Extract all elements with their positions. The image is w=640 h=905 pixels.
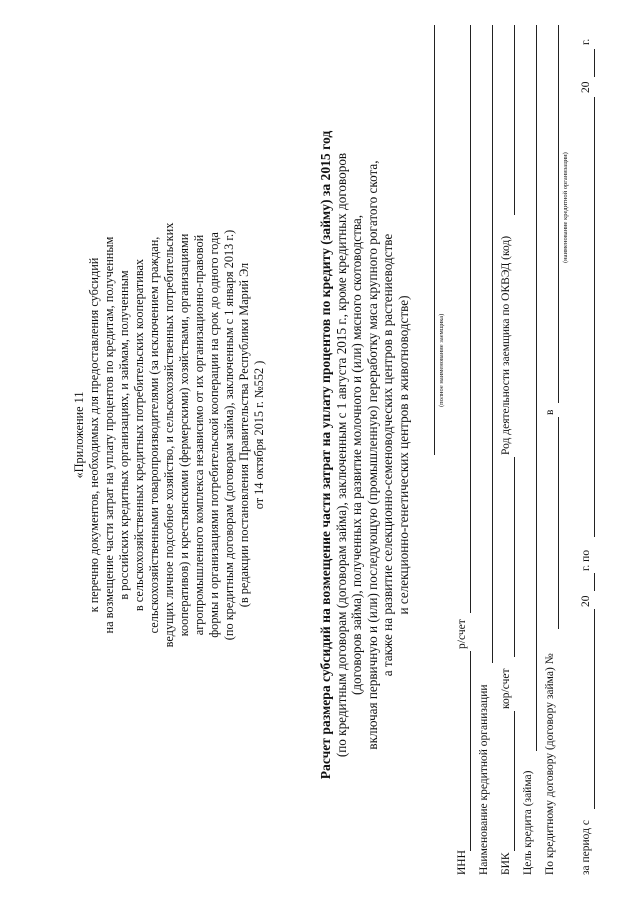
title-line: и селекционно-генетических центров в животноводстве) — [395, 295, 411, 615]
year-prefix-start: 20 — [580, 595, 592, 607]
title-line: включая первичную и (или) последующую (промышленную) переработку мяса крупного рогатого скота, — [364, 160, 380, 750]
inn-field[interactable] — [470, 651, 471, 851]
year-end-field[interactable] — [594, 49, 595, 77]
appendix-line: ведущих личное подсобное хозяйство, и сельскохозяйственных потребительских — [162, 222, 176, 648]
appendix-line: от 14 октября 2015 г. №552 ) — [252, 360, 266, 510]
bik-field[interactable] — [514, 711, 515, 851]
period-start-field[interactable] — [594, 609, 595, 809]
appendix-line: (в редакции постановления Правительства Республики Марий Эл — [237, 262, 251, 608]
corr-account-label: кор/счет — [500, 668, 512, 709]
appendix-line: на возмещение части затрат на уплату процентов по кредитам, полученным — [102, 236, 116, 634]
title-line: а также на развитие селекционно-семеноводческих центров в растениеводстве — [380, 233, 395, 677]
bank-name-label: Наименование кредитной организации — [478, 684, 490, 875]
appendix-header — [72, 55, 267, 815]
appendix-line: сельскохозяйственными товаропроизводителями (за исключением граждан, — [147, 236, 161, 634]
year-start-field[interactable] — [594, 573, 595, 591]
period-end-field[interactable] — [594, 97, 595, 537]
contract-label: По кредитному договору (договору займа) № — [544, 653, 556, 875]
borrower-caption: (полное наименование заемщика) — [438, 313, 445, 407]
appendix-line: агропромышленного комплекса независимо от их организационно-правовой — [192, 234, 206, 636]
account-label: р/счет — [456, 619, 468, 649]
purpose-field[interactable] — [536, 25, 537, 751]
bank-caption: (наименование кредитной организации) — [562, 152, 569, 263]
account-field[interactable] — [470, 25, 471, 613]
bik-label: БИК — [500, 852, 512, 875]
period-label: за период с — [580, 820, 592, 875]
title-bold-line: Расчет размера субсидий на возмещение части затрат на уплату процентов по кредиту (займу) за 2015 год — [318, 130, 333, 780]
purpose-label: Цель кредита (займа) — [522, 770, 534, 875]
appendix-line: «Приложение 11 — [72, 391, 86, 479]
title-line: (по кредитным договорам (договорам займа), заключенным с 1 августа 2015 г., кроме кредитных договоров — [333, 152, 349, 758]
okved-field[interactable] — [514, 25, 515, 215]
document-title — [318, 45, 411, 865]
corr-account-field[interactable] — [514, 457, 515, 657]
appendix-line: в российских кредитных организациях, и займам, полученным — [117, 270, 131, 600]
contract-number-field[interactable] — [558, 417, 559, 629]
year-prefix-end: 20 — [580, 81, 592, 93]
bank-field[interactable] — [558, 25, 559, 403]
appendix-line: в сельскохозяйственных кредитных потребительских кооперативах — [132, 258, 146, 612]
appendix-line: формы и организациями потребительской кооперации на срок до одного года — [207, 232, 221, 638]
okved-label: Род деятельности заемщика по ОКВЭД (код) — [500, 235, 512, 455]
g-po-label: г. по — [580, 549, 592, 571]
appendix-line: кооперативов) и крестьянскими (фермерскими) хозяйствами, организациями — [177, 233, 191, 637]
appendix-line: (по кредитным договорам (договорам займа), заключенным с 1 января 2013 г.) — [222, 229, 236, 641]
g-end-label: г. — [580, 38, 592, 45]
inn-label: ИНН — [456, 850, 468, 875]
title-line: (договоров займа), полученных на развитие молочного и (или) мясного скотоводства, — [349, 214, 364, 696]
borrower-name-line[interactable] — [434, 25, 435, 455]
appendix-line: к перечню документов, необходимых для предоставления субсидий — [87, 257, 101, 613]
bank-name-field[interactable] — [492, 25, 493, 663]
in-label: в — [544, 409, 556, 415]
